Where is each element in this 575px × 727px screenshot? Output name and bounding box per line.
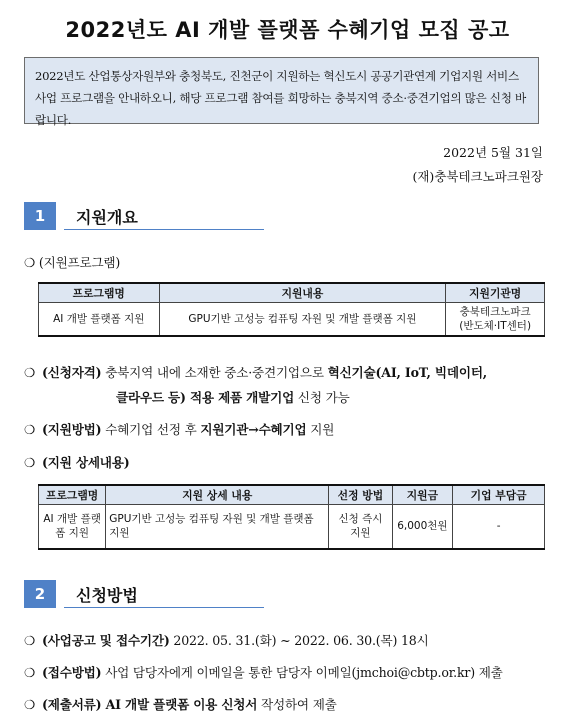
item-text: 작성하여 제출: [257, 697, 337, 712]
program-heading: ❍ (지원프로그램): [24, 255, 121, 270]
table-cell: AI 개발 플랫폼 지원: [39, 505, 106, 549]
item-bold: 클라우드 등) 적용 제품 개발기업: [116, 390, 295, 405]
eligibility-item-continued: [116, 387, 350, 406]
section-underline: [64, 607, 264, 608]
table-cell: 신청 즉시 지원: [329, 505, 392, 549]
section-header-application: [24, 580, 264, 608]
item-text: 지원: [306, 422, 335, 437]
page-title: 2022년도 AI 개발 플랫폼 수혜기업 모집 공고: [65, 18, 510, 42]
intro-box: 2022년도 산업통상자원부와 충청북도, 진천군이 지원하는 혁신도시 공공기관연계 기업지원 서비스사업 프로그램을 안내하오니, 해당 프로그램 참여를 희망하는 충북지역 중소·중견기업의 많은 신청 바랍니다.: [24, 57, 539, 124]
section-title: 신청방법: [76, 586, 138, 605]
section-header-overview: [24, 202, 264, 230]
item-text: 사업 담당자에게 이메일을 통한 담당자 이메일(jmchoi@cbtp.or.kr) 제출: [101, 665, 503, 680]
item-bold: 혁신기술(AI, IoT, 빅데이터,: [327, 365, 487, 380]
bullet-icon: ❍: [24, 665, 36, 680]
bullet-icon: ❍: [24, 455, 36, 470]
table-cell: [446, 303, 545, 337]
cell-line: 충북테크노파크: [459, 306, 531, 318]
table-cell: GPU기반 고성능 컴퓨팅 자원 및 개발 플랫폼 지원: [106, 505, 329, 549]
table-cell: AI 개발 플랫폼 지원: [39, 303, 160, 337]
table-row: [39, 303, 545, 337]
item-text: 신청 가능: [294, 390, 350, 405]
notice-date: 2022년 5월 31일: [443, 145, 543, 160]
table-header: 선정 방법: [329, 485, 392, 505]
table-header: 프로그램명: [39, 283, 160, 303]
table-row: [39, 505, 545, 549]
item-text: 2022. 05. 31.(화) ~ 2022. 06. 30.(목) 18시: [169, 633, 429, 648]
receipt-item: [24, 662, 503, 681]
item-prefix: (사업공고 및 접수기간): [42, 633, 170, 648]
bullet-icon: ❍: [24, 697, 36, 712]
bullet-icon: ❍: [24, 633, 36, 648]
table-header: 지원기관명: [446, 283, 545, 303]
program-table: [38, 282, 545, 337]
docs-item: [24, 694, 337, 713]
item-prefix: (지원방법): [42, 422, 102, 437]
table-header: 지원내용: [159, 283, 446, 303]
table-cell: GPU기반 고성능 컴퓨팅 자원 및 개발 플랫폼 지원: [159, 303, 446, 337]
section-title: 지원개요: [76, 208, 138, 227]
item-text: 수혜기업 선정 후: [101, 422, 201, 437]
bullet-icon: ❍: [24, 365, 36, 380]
issuing-organization: (재)충북테크노파크원장: [412, 169, 543, 184]
eligibility-item: [24, 362, 487, 381]
item-bold: 지원기관→수혜기업: [200, 422, 307, 437]
section-underline: [64, 229, 264, 230]
method-item: [24, 419, 334, 438]
item-bold: AI 개발 플랫폼 이용 신청서: [101, 697, 258, 712]
table-cell: 6,000천원: [392, 505, 453, 549]
cell-line: (반도체·IT센터): [459, 320, 532, 332]
item-text: 충북지역 내에 소재한 중소·중견기업으로: [101, 365, 328, 380]
item-prefix: (제출서류): [42, 697, 102, 712]
table-cell: -: [453, 505, 545, 549]
table-header: 프로그램명: [39, 485, 106, 505]
table-header: 지원금: [392, 485, 453, 505]
table-header: 지원 상세 내용: [106, 485, 329, 505]
item-prefix: (신청자격): [42, 365, 102, 380]
section-number: 2: [24, 580, 56, 608]
detail-heading: [24, 452, 130, 471]
item-prefix: (지원 상세내용): [42, 455, 130, 470]
detail-table: [38, 484, 545, 550]
period-item: [24, 630, 429, 649]
table-header: 기업 부담금: [453, 485, 545, 505]
item-prefix: (접수방법): [42, 665, 102, 680]
section-number: 1: [24, 202, 56, 230]
bullet-icon: ❍: [24, 422, 36, 437]
